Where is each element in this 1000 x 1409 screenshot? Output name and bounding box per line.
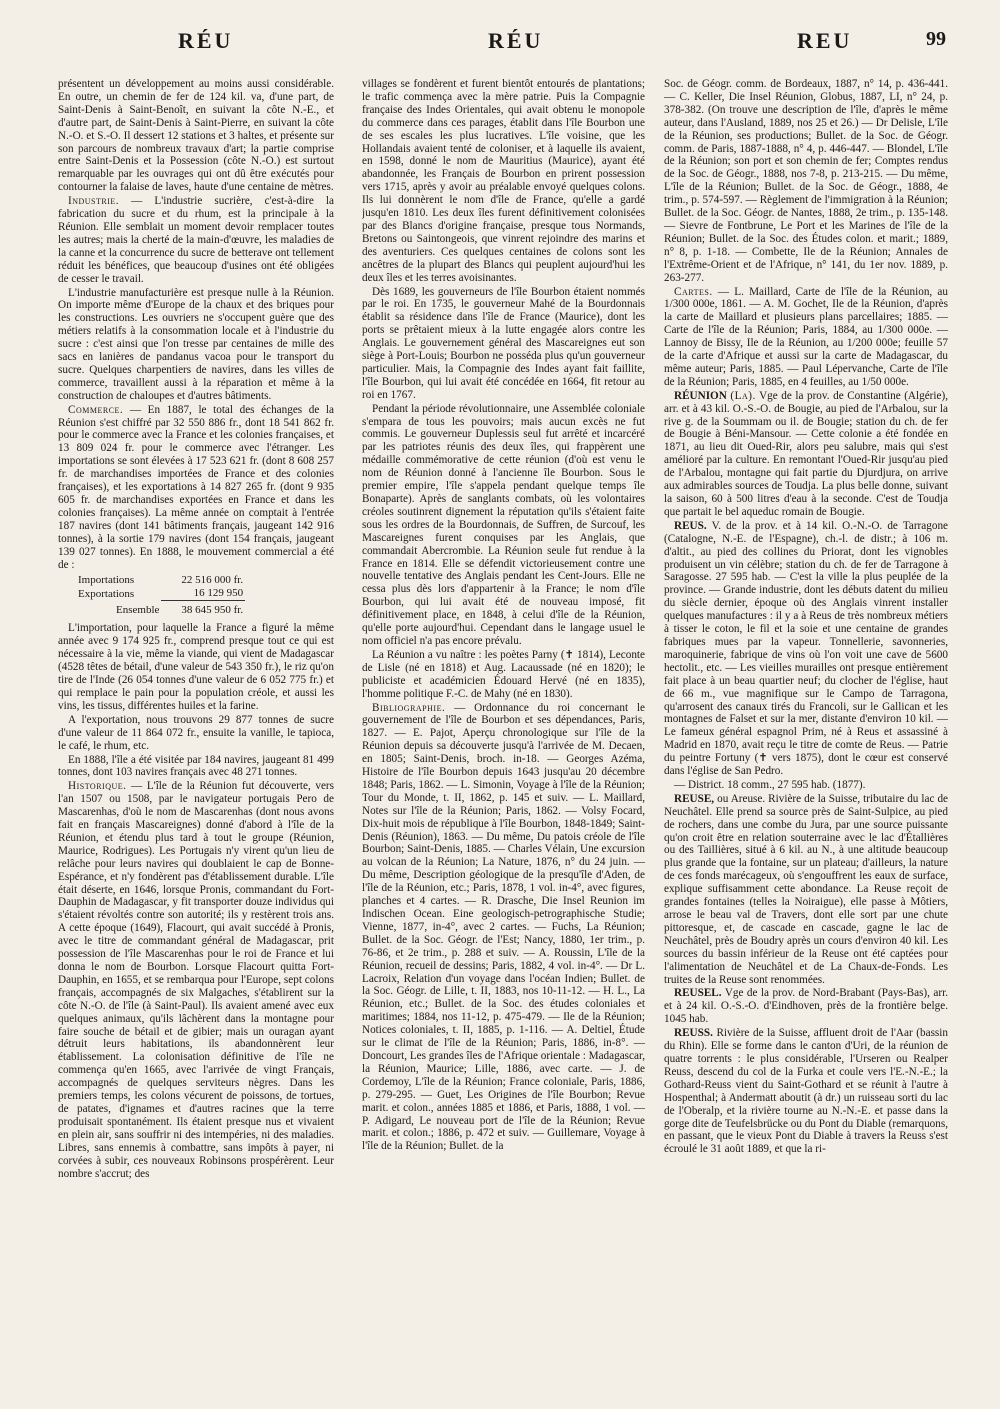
table-row-total (76, 601, 245, 618)
section-label: Historique. (68, 780, 127, 793)
paragraph-historique (58, 780, 334, 1180)
paragraph: Pendant la période révolutionnaire, une Assemblée coloniale s'empara de tous les pouvoirs; mais aucun excès ne fut commis. Le gouverneur Duplessis seul fut arrêté et incarcéré par les patriotes réunis des deux îles, qui frappèrent une médaille commémorative de cette réunion (d'où est venu le nom de Réunion donné à l'ancienne île Bourbon. Sous le premier empire, l'île s'appela pendant quelque temps île Bonaparte). Après de sanglants combats, où les volontaires créoles soutinrent dignement la réputation qu'ils s'étaient faite sous les ordres de la Bourdonnais, de Suffren, de Surcouf, les Mascareignes furent conquises par les Anglais, que commandait Abercrombie. La Réunion seule fut rendue à la France en 1814. Elle se défendit victorieusement contre une nouvelle tentative des Anglais pendant les Cent-Jours. Elle ne cessa plus dès lors d'appartenir à la France; le nom d'île Bourbon, qui lui avait été de nouveau imposé, fit définitivement place, en 1848, à celui d'île de la Réunion, qu'elle porte aujourd'hui. Cependant dans le langage usuel le nom officiel n'a pas encore prévalu. (362, 402, 645, 647)
table-row (76, 587, 245, 601)
trade-row-label: Importations (78, 574, 135, 587)
paragraph-text: — L. Maillard, Carte de l'île de la Réunion, au 1/300 000e, 1861. — A. M. Gochet, Ile de la Réunion, d'après la carte de Maillard et plusieurs plans parcellaires; 1885. — Carte de l'île de la Réunion; Paris, 1884, au 1/300 000e. — Lannoy de Bissy, Ile de la Réunion, au 1/200 000e; feuille 57 de la carte d'Afrique et aussi sur la carte de Madagascar, du même auteur; Paris, 1885. — Paul Lépervanche, Carte de l'île de la Réunion; Paris, 1885, en 4 feuilles, au 1/50 000e. (664, 285, 948, 388)
paragraph: L'importation, pour laquelle la France a figuré la même année avec 9 174 925 fr., comprend presque tout ce qui est nécessaire à la vie, même la viande, qui vient de Madagascar (4528 têtes de bétail, d'une valeur de 543 350 fr.), le riz qu'on tire de l'Inde (26 054 tonnes d'une valeur de 6 052 775 fr.) et qui remplace le pain pour la population créole, et aussi les vins, les tissus, différentes huiles et la farine. (58, 622, 334, 712)
entry-reus (664, 520, 948, 778)
paragraph-text: — L'industrie sucrière, c'est-à-dire la fabrication du sucre et du rhum, est la principale à la Réunion. Elle semblait un moment devoir remplacer toutes les autres; mais la cherté de la main-d'œuvre, les maladies de la canne et la concurrence du sucre de betterave ont tellement réduit les bénéfices, que beaucoup d'usines ont été obligées de cesser le travail. (58, 195, 334, 285)
paragraph: Dès 1689, les gouverneurs de l'île Bourbon étaient nommés par le roi. En 1735, le gouverneur Mahé de la Bourdonnais établit sa résidence dans l'île de France (Maurice), dont les ports se prêtaient mieux à la lutte engagée alors contre les Anglais. Le gouvernement général des Mascareignes eut son siège à Port-Louis; Bourbon ne posséda plus qu'un gouverneur particulier. Mais, la Compagnie des Indes ayant fait faillite, l'île Bourbon, qui lui avait été concédée en 1664, fit retour au roi en 1767. (362, 285, 645, 401)
table-row (76, 574, 245, 587)
entry-text: V. de la prov. et à 14 kil. O.-N.-O. de Tarragone (Catalogne, N.-E. de l'Espagne), ch.-l. de distr.; à 106 m. d'altit., au pied des collines du Priorat, dont les vignobles produisent un vin célèbre; station du ch. de fer de Tarragone à Saragosse. 27 595 hab. — C'est la ville la plus peuplée de la province. — Grande industrie, dont les débuts datent du milieu du siècle dernier, époque où des Anglais vinrent installer quelques manufactures : il y a à Reus de très nombreux métiers à tisser le coton, le fil et la soie et une centaine de grandes fabriques mues par la vapeur. Tonnellerie, savonneries, maroquinerie, fabrique de vins où l'on voit une cave de 5600 hectolit., etc. — Les vieilles murailles ont presque entièrement fait place à un beau quartier neuf; du clocher de l'église, haut de 66 m., vue magnifique sur le Campo de Tarragona, qu'arrosent des canaux tirés du Francoli, sur le Gallican et les montagnes de Falset et sur la mer, distante d'environ 10 kil. — Le fameux général espagnol Prim, né à Reus et assassiné à Madrid en 1870, avait reçu le titre de comte de Reus. — Patrie du peintre Fortuny (✝ vers 1875), dont le cœur est conservé dans l'église de San Pedro. (664, 519, 948, 778)
paragraph-bibliographie (362, 702, 645, 1154)
text-column-left (58, 78, 334, 1388)
paragraph-cartes (664, 286, 948, 389)
entry-headword: REUSE, (674, 792, 715, 805)
paragraph: villages se fondèrent et furent bientôt entourés de plantations; le trafic commença avec la mère patrie. Puis la Compagnie française des Indes Orientales, qui avait obtenu le monopole du commerce dans ces parages, établit dans l'île Bourbon une de ses escales les plus lucratives. L'île voisine, que les Hollandais avaient tenté de coloniser, et à laquelle ils avaient, en 1598, donné le nom de Mauritius (Maurice), ayant été abandonnée, les Français de Bourbon en prirent possession vers 1715, après y avoir au préalable envoyé quelques colons. Ils lui donnèrent le nom d'île de France, qu'elle a gardé jusqu'en 1810. Les deux îles furent définitivement colonisées par des Blancs d'origine française, presque tous Normands, Bretons ou Saintongeois, que vinrent rejoindre des marins et des aventuriers. Ces quelques centaines de colons sont les ancêtres de la plupart des Blancs qui peuplent aujourd'hui les deux îles et les terres avoisinantes. (362, 78, 645, 284)
entry-text: Vge de la prov. de Nord-Brabant (Pays-Bas), arr. et à 24 kil. O.-S.-O. d'Eindhoven, près de la frontière belge. 1045 hab. (664, 987, 948, 1026)
entry-reuss (664, 1027, 948, 1156)
entry-headword: REUS. (674, 519, 707, 532)
section-label: Commerce. (68, 403, 124, 416)
paragraph-text: — L'île de la Réunion fut découverte, vers l'an 1507 ou 1508, par le navigateur portugais Pero de Mascarenhas, d'où le nom de Mascarenhas (dont nous avons fait en français Mascareignes) donné d'abord à l'île de la Réunion, et étendu plus tard à tout le groupe (Réunion, Maurice, Rodrigues). Les Portugais n'y virent qu'un lieu de relâche pour leurs navires qui doublaient le cap de Bonne-Espérance, et n'y fondèrent pas d'établissement durable. L'île était déserte, en 1646, lorsque Pronis, commandant du Fort-Dauphin de Madagascar, y fit transporter douze individus qui s'étaient révoltés contre son autorité; ils y restèrent trois ans. A cette époque (1649), Flacourt, qui avait succédé à Pronis, avec le titre de commandant général de Madagascar, prit possession de l'île Mascarenhas pour le roi de France et lui donna le nom de Bourbon. Lorsque Flacourt quitta Fort-Dauphin, en 1655, et se rembarqua pour l'Europe, sept colons français, accompagnés de six Malgaches, s'établirent sur la côte N.-O. de l'île (à Saint-Paul). Ils avaient amené avec eux quelques animaux, qu'ils lâchèrent dans la montagne pour faire souche de bétail et de gibier; mais un ouragan ayant détruit leurs habitations, ils abandonnèrent leur établissement. La colonisation définitive de l'île ne commença qu'en 1665, avec l'arrivée de vingt Français, accompagnés de quelques serviteurs nègres. Dans les premiers temps, les colons vécurent de poissons, de tortues, de patates, d'ignames et d'autres racines que la terre produisait spontanément. Ils étaient presque nus et vivaient en plein air, sans souffrir ni des intempéries, ni des maladies. Libres, sans ennemis à combattre, sans impôts à payer, ni corvées à subir, ces nouveaux Robinsons prospérèrent. Leur nombre s'accrut; des (58, 780, 334, 1180)
paragraph-industrie (58, 195, 334, 285)
paragraph-text: — Ordonnance du roi concernant le gouvernement de l'île de Bourbon et ses dépendances, Paris, 1827. — E. Pajot, Aperçu chronologique sur l'île de la Réunion depuis sa découverte jusqu'à l'arrivée de M. Decaen, en 1805; Saint-Denis, broch. in-18. — Georges Azéma, Histoire de l'île Bourbon depuis 1643 jusqu'au 20 décembre 1848; Paris, 1862. — L. Simonin, Voyage à l'île de la Réunion; Tour du Monde, t. II, 1862, p. 145 et suiv. — L. Maillard, Notes sur l'île de la Réunion; Paris, 1862. — Volsy Focard, Dix-huit mois de république à l'île Bourbon, 1848-1849; Saint-Denis (Réunion), 1863. — Du même, Du patois créole de l'île Bourbon; Saint-Denis, 1885. — Charles Vélain, Une excursion au volcan de la Réunion; La Nature, 1876, n° du 24 juin. — Du même, Description géologique de la presqu'île d'Aden, de l'île de la Réunion, etc.; Paris, 1878, 1 vol. in-4°, avec figures, planches et 4 cartes. — R. Drasche, Die Insel Reunion im Indischen Ocean. Eine geologisch-petrographische Studie; Vienne, 1877, in-4°, avec 2 cartes. — Fuchs, La Réunion; Bullet. de la Soc. Géogr. de l'Est; Nancy, 1880, 1er trim., p. 76-86, et 2e trim., p. 288 et suiv. — A. Roussin, L'île de la Réunion, recueil de dessins; Paris, 1882, 4 vol. in-4°. — Dr L. Lacroix, Relation d'un voyage dans l'océan Indien; Bullet. de la Soc. Géogr. de Lille, t. II, 1883, nos 10-11-12. — H. L., La Réunion, etc.; Bullet. de la Soc. des études coloniales et maritimes; 1884, nos 11-12, p. 475-479. — Ile de la Réunion; Notices coloniales, t. II, 1885, p. 1-116. — A. Deltiel, Étude sur le climat de l'île de la Réunion; Paris, 1886, in-8°. — Doncourt, Les grandes îles de l'Afrique orientale : Madagascar, la Réunion, Maurice; Lille, 1886, avec carte. — J. de Cordemoy, L'île de la Réunion; France coloniale, Paris, 1886, p. 279-295. — Guet, Les Origines de l'île Bourbon; Revue marit. et colon., années 1885 et 1886, et Paris, 1888, 1 vol. — P. Adigard, Le nouveau port de l'île de la Réunion; Revue marit. et colon.; 1886, p. 472 et suiv. — Guillemare, Voyage à l'île de la Réunion; Bullet. de la (362, 701, 645, 1153)
entry-article: (La). (730, 389, 756, 402)
paragraph-district: — District. 18 comm., 27 595 hab. (1877). (674, 778, 866, 791)
entry-reusel (664, 987, 948, 1026)
section-label: Bibliographie. (372, 701, 446, 714)
paragraph: présentent un développement au moins aussi considérable. En outre, un chemin de fer de 124 kil. va, d'une part, de Saint-Denis à Saint-Benoît, en suivant la côte N.-E., et d'autre part, de Saint-Denis à Saint-Pierre, en suivant la côte N.-O. et S.-O. Il dessert 12 stations et 3 haltes, et présente sur son parcours de nombreux travaux d'art; la partie comprise entre Saint-Denis et la Possession (côte N.-O.) est surtout remarquable par les ouvrages qui ont dû être exécutés pour contourner la falaise de laves, haute d'une centaine de mètres. (58, 78, 334, 194)
entry-text: Rivière de la Suisse, affluent droit de l'Aar (bassin du Rhin). Elle se forme dans le canton d'Uri, de la réunion de quatre torrents : le plus considérable, l'Urseren ou Realper Reuss, descend du col de la Furka et coule vers l'E.-N.-E.; la Gothard-Reuss vient du Saint-Gothard et se réunit à l'autre à Hospenthal; à Andermatt aboutit (à dr.) un ruisseau sorti du lac de l'Oberalp, et la rivière tourne au N.-N.-E. et passe dans la gorge dite de Teufelsbrücke ou du Pont du Diable (remarquons, en passant, que le vieux Pont du Diable à travers la Reuss s'est écroulé le 31 août 1889, et que la ri- (664, 1027, 948, 1156)
running-header (0, 28, 1000, 78)
paragraph: En 1888, l'île a été visitée par 184 navires, jaugeant 81 499 tonnes, dont 103 navires français avec 48 271 tonnes. (58, 753, 334, 779)
trade-row-value: 22 516 000 fr. (181, 574, 244, 587)
text-column-middle (362, 78, 645, 1388)
text-column-right (664, 78, 948, 1388)
entry-reunion (664, 390, 948, 519)
paragraph: La Réunion a vu naître : les poètes Parny (✝ 1814), Leconte de Lisle (né en 1818) et Aug. Lacaussade (né en 1820); le publiciste et académicien Édouard Hervé (né en 1835), l'homme politique F.-C. de Mahy (né en 1830). (362, 648, 645, 700)
entry-text: ou Areuse. Rivière de la Suisse, tributaire du lac de Neuchâtel. Elle prend sa source près de Saint-Sulpice, au pied de rochers, dans une combe du Jura, par une source puissante qu'on croit être en relation souterraine avec le lac d'Étallières ou des Taillières, situé à 6 kil. au N., à une altitude beaucoup plus grande que la fontaine, sur un plateau; d'ailleurs, la nature de ces fonds marécageux, où s'engouffrent les eaux de surface, explique suffisamment cette abondance. La Reuse reçoit de grandes fontaines (telles la Noiraigue), elle passe à Môtiers, arrose le beau val de Travers, dont elle sort par une chute pittoresque, et, de cascade en cascade, gagne le lac de Neuchâtel, près de Boudry après un cours d'environ 40 kil. Les sources du bassin inférieur de la Reuse ont été captées pour l'alimentation de Neuchâtel et de La Chaux-de-Fonds. Les truites de la Reuse sont renommées. (664, 792, 948, 986)
entry-headword: REUSEL. (674, 987, 722, 1000)
entry-reuse (664, 793, 948, 987)
trade-total-value: 38 645 950 fr. (161, 601, 245, 618)
paragraph: Soc. de Géogr. comm. de Bordeaux, 1887, n° 14, p. 436-441. — C. Keller, Die Insel Réunion, Globus, 1887, LI, n° 24, p. 378-382. (On trouve une description de l'île, d'après le même auteur, dans l'Ausland, 1889, nos 25 et 26.) — Dr Delisle, L'île de la Réunion, ses productions; Bullet. de la Soc. de Géogr. comm. de Paris, 1887-1888, n° 4, p. 446-447. — Blondel, L'île de la Réunion; son port et son chemin de fer; Comptes rendus de la Soc. de Géogr., 1888, nos 7-8, p. 213-215. — Du même, L'île de la Réunion; Bullet. de la Soc. de Géogr., 1888, 4e trim., p. 574-597. — Règlement de l'immigration à la Réunion; Bullet. de la Soc. Géogr. de Nantes, 1888, 2e trim., p. 135-148. — Sievre de Fontbrune, Le Port et les Marines de l'île de la Réunion; Bullet. de la Soc. des Études colon. et marit.; 1889, n° 8, p. 1-18. — Combette, Ile de la Réunion; Annales de l'Extrême-Orient et de l'Afrique, n° 141, du 1er nov. 1889, p. 263-277. (664, 78, 948, 284)
entry-headword: RÉUNION (674, 389, 727, 402)
paragraph-commerce (58, 404, 334, 572)
trade-row-value: 16 129 950 (193, 587, 244, 600)
section-label: Industrie. (68, 195, 120, 208)
entry-headword: REUSS. (674, 1027, 713, 1040)
paragraph-text: — En 1887, le total des échanges de la Réunion s'est chiffré par 32 550 886 fr., dont 18 541 862 fr. pour le commerce avec la France et les colonies françaises, et 13 809 024 fr. pour le commerce avec l'étranger. Les importations se sont élevées à 17 523 621 fr. (dont 8 608 257 fr. de marchandises importées de France et des colonies françaises), et les exportations à 14 827 265 fr. (dont 9 935 605 fr. de marchandises exportées en France et dans les colonies françaises). La même année on comptait à l'entrée 187 navires (dont 141 bâtiments français, jaugeant 142 916 tonnes), à la sortie 179 navires (dont 154 français, jaugeant 139 027 tonnes). En 1888, le mouvement commercial a été de : (58, 403, 334, 571)
trade-row-label: Exportations (78, 587, 135, 600)
trade-total-label: Ensemble (116, 604, 160, 617)
section-label: Cartes. (674, 285, 713, 298)
header-middle-word: RÉU (488, 28, 544, 53)
paragraph: A l'exportation, nous trouvons 29 877 tonnes de sucre d'une valeur de 11 864 072 fr., ensuite la vanille, le tapioca, le café, le rhum, etc. (58, 713, 334, 752)
paragraph: L'industrie manufacturière est presque nulle à la Réunion. On importe même d'Europe de la chaux et des briques pour les constructions. Les ouvriers ne s'occupent guère que des métiers relatifs à la consommation locale et à l'industrie du sucre : c'est ainsi que l'on tresse par centaines de mille des sacs en lanières de pandanus vacoa pour le transport du sucre. Quelques charpentiers de navires, dans les villes de commerce, travaillent aussi à la réparation et même à la construction de chaloupes et d'autres bâtiments. (58, 286, 334, 402)
page-number: 99 (926, 28, 946, 50)
header-right-word: REU (797, 28, 853, 53)
entry-text: Vge de la prov. de Constantine (Algérie), arr. et à 43 kil. O.-S.-O. de Bougie, au pied de l'Arbalou, sur la rive g. de la Soummam ou il. de Bougie; station du ch. de fer de Bougie à Béni-Mansour. — Cette colonie a été fondée en 1871, au lieu dit Oued-Rir, alors peu salubre, mais qui s'est amélioré par la culture. En remontant l'Oued-Rir jusqu'au pied de l'Arbalou, montagne qui fait partie du Djurdjura, on arrive aux admirables sources de Toudja. La plus belle donne, suivant la saison, 60 à 500 litres d'eau à la seconde. C'est de Toudja que partait le bel aqueduc romain de Bougie. (664, 389, 948, 518)
trade-table (76, 574, 245, 617)
header-left-word: RÉU (178, 28, 234, 53)
